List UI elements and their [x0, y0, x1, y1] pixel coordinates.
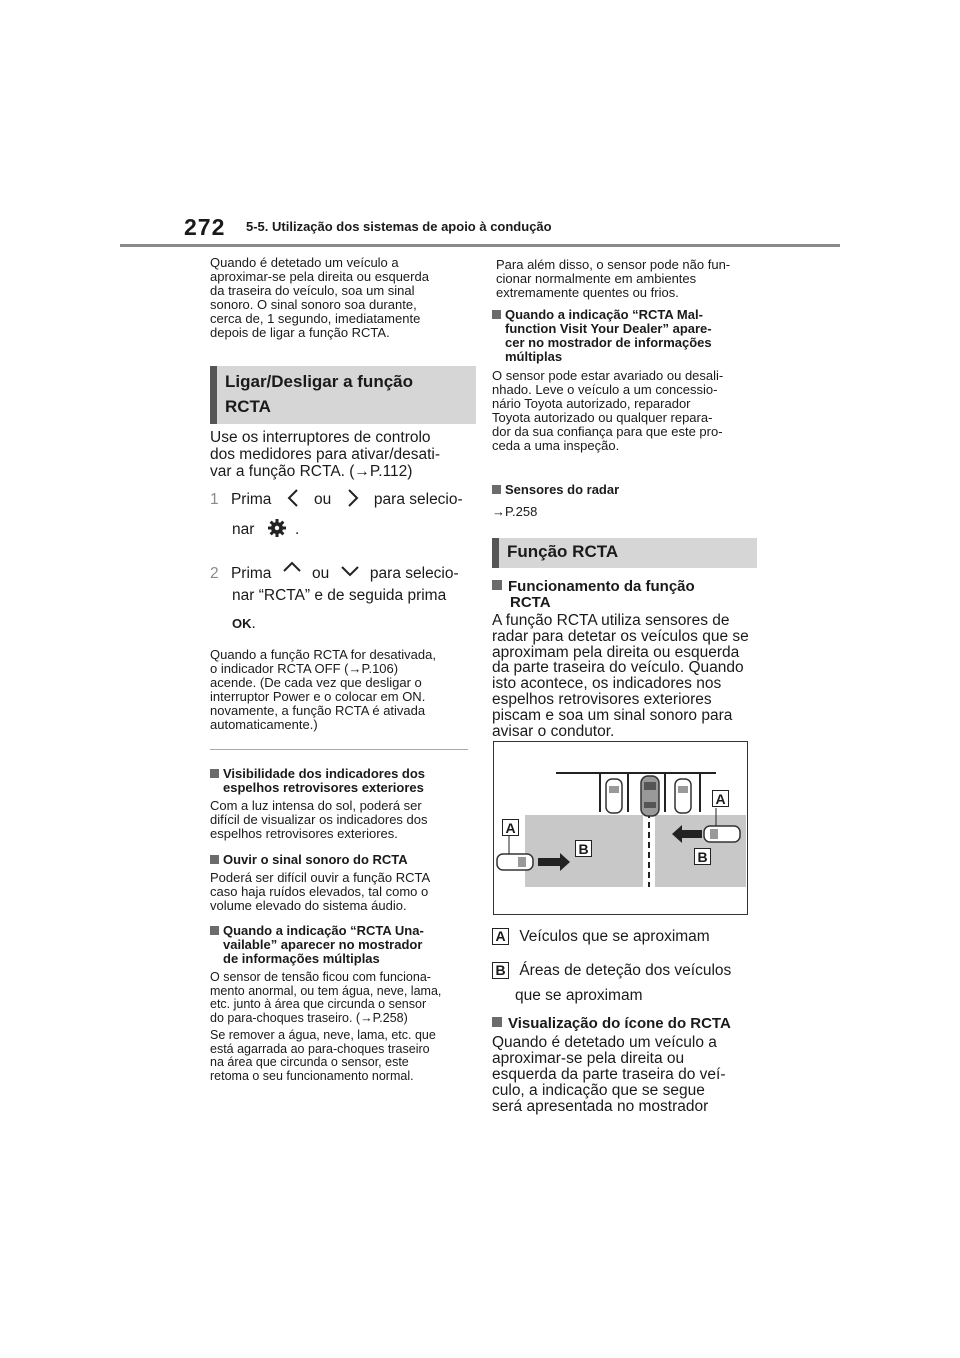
parking-diagram-svg [494, 742, 747, 914]
section-operation: Funcionamento da função RCTA A função RCTA utiliza sensores de radar para detetar os veículos que se aproximam pela direita ou esquerda da parte traseira do veículo. Quando isto acontece, os indicadores nos espelhos retrovisores exteriores piscam e soa um sinal sonoro para avisar o condutor. [492, 578, 749, 740]
section-malfunction: Quando a indicação “RCTA Mal- function Visit Your Dealer” apare- cer no mostrador de informações múltiplas O sensor pode estar avariado ou desali- nhado. Leve o veículo a um concessio- nário Toyota autorizado, reparador Toyota autorizado ou qualquer repara- dor da sua confiança para que este pro- ceda a uma inspeção. [492, 307, 724, 453]
section-sound: Ouvir o sinal sonoro do RCTA Poderá ser difícil ouvir a função RCTA caso haja ruídos elevados, tal como o volume elevado do sistema áudio. [210, 852, 431, 913]
page-number: 272 [184, 214, 226, 240]
chevron-left-icon [286, 488, 300, 508]
ok-button-icon: OK [232, 616, 252, 631]
step-2: 2 Prima ou para selecio- [210, 560, 472, 582]
label-a-left: A [502, 819, 519, 836]
legend-a: A Veículos que se aproximam [492, 928, 762, 945]
legend-b: B Áreas de deteção dos veículos que se aproximam [492, 962, 762, 1004]
own-car [641, 776, 659, 816]
parked-car-2 [675, 779, 691, 813]
section-unavailable: Quando a indicação “RCTA Una- vailable” aparecer no mostrador de informações múltiplas O sensor de tensão ficou com funciona- mento anormal, ou tem água, neve, lama, etc. junto à área que circunda o sensor do para-choques traseiro. (→P.258) Se remover a água, neve, lama, etc. que está agarrada ao para-choques traseiro na área que circunda o sensor, este retoma o seu funcionamento normal. [210, 923, 442, 1083]
step-1: 1 Prima ou para selecio- [210, 488, 472, 514]
chapter-title: 5-5. Utilização dos sistemas de apoio à condução [246, 219, 552, 234]
note-paragraph: Quando a função RCTA for desativada, o indicador RCTA OFF (→P.106) acende. (De cada vez que desligar o interruptor Power e o colocar em ON. novamente, a função RCTA é ativada automaticamente.) [210, 647, 436, 732]
section-divider [210, 749, 468, 750]
square-bullet-icon [492, 580, 502, 590]
intro-paragraph: Quando é detetado um veículo a aproximar-se pela direita ou esquerda da traseira do veículo, soa um sinal sonoro. O sinal sonoro soa durante, cerca de, 1 segundo, imediatamente depois de ligar a função RCTA. [210, 255, 429, 340]
continued-paragraph: Para além disso, o sensor pode não fun- cionar normalmente em ambientes extremamente quentes ou frios. [496, 257, 731, 300]
parked-car-1 [606, 779, 622, 813]
label-b-right: B [694, 848, 711, 865]
rcta-diagram [493, 741, 748, 915]
square-bullet-icon [210, 926, 219, 935]
square-bullet-icon [492, 1017, 502, 1027]
heading-funcao-rcta: Função RCTA [492, 538, 757, 568]
approaching-car-right [704, 826, 740, 842]
step-1-cont: nar . [232, 518, 299, 538]
header-rule [120, 244, 840, 247]
gear-icon [267, 518, 287, 538]
section-radar: Sensores do radar →P.258 [492, 482, 620, 519]
chevron-right-icon [346, 488, 360, 508]
square-bullet-icon [492, 485, 501, 494]
heading-ligar-desligar: Ligar/Desligar a função RCTA [210, 366, 476, 424]
square-bullet-icon [210, 855, 219, 864]
label-a-right: A [712, 790, 729, 807]
square-bullet-icon [492, 310, 501, 319]
label-b-left: B [575, 840, 592, 857]
approaching-car-left [497, 854, 533, 870]
chevron-up-icon [282, 560, 302, 574]
square-bullet-icon [210, 769, 219, 778]
use-switches-paragraph: Use os interruptores de controlo dos medidores para ativar/desati- var a função RCTA. (→P.112) [210, 429, 441, 480]
section-icon-display: Visualização do ícone do RCTA Quando é detetado um veículo a aproximar-se pela direita ou esquerda da parte traseira do veí- culo, a indicação que se segue será apresentada no mostrador [492, 1015, 731, 1115]
step-2-cont: nar “RCTA” e de seguida prima OK. [232, 587, 447, 632]
section-visibility: Visibilidade dos indicadores dos espelhos retrovisores exteriores Com a luz intensa do sol, poderá ser difícil de visualizar os indicadores dos espelhos retrovisores exteriores. [210, 766, 428, 841]
chevron-down-icon [340, 564, 360, 578]
